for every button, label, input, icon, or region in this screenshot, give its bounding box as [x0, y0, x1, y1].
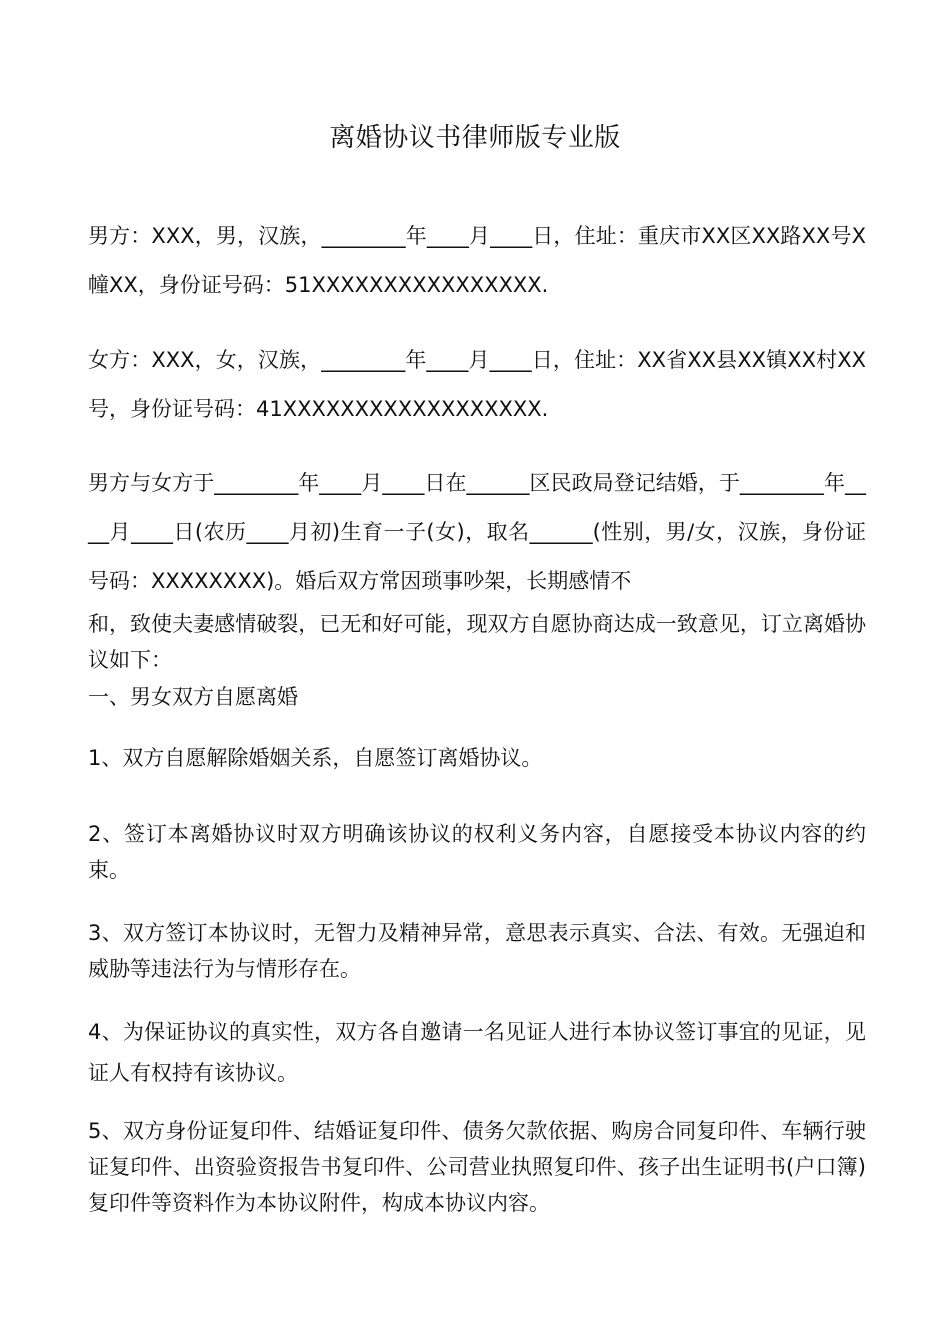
male-party-info: 男方：XXX，男，汉族，________年____月____日，住址：重庆市XX区XX路XX号X幢XX，身份证号码：51XXXXXXXXXXXXXXXX.	[88, 224, 866, 297]
clause-5: 5、双方身份证复印件、结婚证复印件、债务欠款依据、购房合同复印件、车辆行驶证复印件、出资验资报告书复印件、公司营业执照复印件、孩子出生证明书(户口簿)复印件等资料作为本协议附件，构成本协议内容。	[88, 1119, 866, 1215]
clause-1: 1、双方自愿解除婚姻关系，自愿签订离婚协议。	[88, 746, 543, 770]
document-title: 离婚协议书律师版专业版	[329, 123, 621, 153]
marriage-info-paragraph: 男方与女方于________年____月____日在______区民政局登记结婚，于________年____月____日(农历____月初)生育一子(女)，取名______(性别，男/女，汉族，身份证号码：XXXXXXXX)。婚后双方常因琐事吵架，长期感情不	[88, 471, 866, 593]
clause-4: 4、为保证协议的真实性，双方各自邀请一名见证人进行本协议签订事宜的见证，见证人有权持有该协议。	[88, 1020, 866, 1085]
clause-3: 3、双方签订本协议时，无智力及精神异常，意思表示真实、合法、有效。无强迫和威胁等违法行为与情形存在。	[88, 921, 866, 981]
female-party-info: 女方：XXX，女，汉族，________年____月____日，住址：XX省XX县XX镇XX村XX号，身份证号码：41XXXXXXXXXXXXXXXXXX.	[88, 348, 866, 421]
clause-2: 2、签订本离婚协议时双方明确该协议的权利义务内容，自愿接受本协议内容的约束。	[88, 822, 866, 882]
section-heading: 一、男女双方自愿离婚	[88, 685, 298, 709]
marriage-info-continuation: 和，致使夫妻感情破裂，已无和好可能，现双方自愿协商达成一致意见，订立离婚协议如下：	[88, 612, 866, 672]
